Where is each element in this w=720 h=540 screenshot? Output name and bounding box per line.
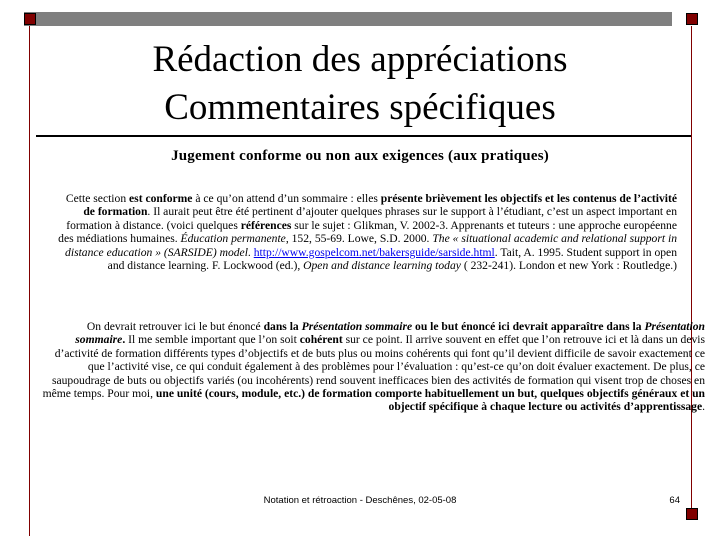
text-run: à ce qu’on attend d’un sommaire : elles xyxy=(192,192,381,205)
text-run: . Il aurait peut être été pertinent d’ajouter quelques phrases sur le support à l’étudiant, c’est un aspect important en formation à distance. (voici quelques xyxy=(66,205,677,232)
italic-run: Open and distance learning today xyxy=(303,259,461,273)
slide-footer: Notation et rétroaction - Deschênes, 02-05-08 xyxy=(263,495,457,506)
text-run: sur le sujet : Glikman, V. 2002-3. Apprenants et tuteurs : une approche européenne des médiations humaines. xyxy=(58,218,677,246)
left-vertical-rule xyxy=(29,26,30,536)
text-run: Cette section xyxy=(65,192,130,205)
bold-italic-run: Présentation sommaire xyxy=(301,320,413,333)
bold-run: cohérent xyxy=(299,333,343,347)
text-run: , 152, 55-69. Lowe, S.D. 2000. xyxy=(285,232,433,246)
bold-run: ou le but énoncé ici devrait apparaître dans la xyxy=(412,320,645,333)
page-number: 64 xyxy=(669,495,680,506)
italic-run: The « situational academic and relational support in distance education » (SARSIDE) model xyxy=(65,232,677,259)
section-heading: Jugement conforme ou non aux exigences (aux pratiques) xyxy=(171,148,549,164)
slide-title xyxy=(40,36,680,132)
bold-run: est conforme xyxy=(129,192,193,205)
bold-run: une unité (cours, module, etc.) de formation comporte habituellement un but, quelques objectifs généraux et un objectif spécifique à chaque lecture ou activités d’apprentissage xyxy=(155,387,705,414)
bold-run: références xyxy=(240,218,292,232)
right-vertical-rule xyxy=(691,26,692,508)
paragraph-goal-coherence xyxy=(40,320,705,414)
top-right-square-ornament xyxy=(686,13,698,25)
text-run: . Tait, A. 1995. Student support in open and distance learning. F. Lockwood (ed.), xyxy=(107,245,677,273)
text-run: On devrait retrouver ici le but énoncé xyxy=(86,320,264,333)
slide-title-line-1: Rédaction des appréciations xyxy=(152,39,568,80)
bold-italic-run: Présentation sommaire xyxy=(75,320,705,347)
text-run: . xyxy=(702,400,705,414)
paragraph-summary-assessment xyxy=(52,192,677,272)
top-decorative-bar xyxy=(24,12,672,26)
slide-title-line-2: Commentaires spécifiques xyxy=(164,87,556,128)
text-run: ( 232-241). London et new York : Routledge.) xyxy=(460,259,677,273)
bold-run: présente brièvement les objectifs et les contenus de l’activité de formation xyxy=(83,192,677,219)
bottom-right-square-ornament xyxy=(686,508,698,520)
bold-run: dans la xyxy=(263,320,302,333)
text-run: sur ce point. Il arrive souvent en effet que l’on retrouve ici et là dans un devis d’activité de formation différents types d’objectifs et de buts plus ou moins cohérents qui font qu’il devient difficile de savoir exactement ce que l’activité vise, ce qui conduit également à des problèmes pour l’évaluation : qu’est-ce qu’on doit évaluer exactement. De plus, ce saupoudrage de buts ou objectifs variés (ou incohérents) rend souvent inefficaces bien des activités de formation qui visent trop de choses en même temps. Pour moi, xyxy=(42,333,705,401)
bold-run: . xyxy=(122,333,126,347)
text-run: Il me semble important que l’on soit xyxy=(125,333,300,347)
italic-run: Éducation permanente xyxy=(180,232,286,246)
text-run: . xyxy=(247,245,254,259)
top-left-square-ornament xyxy=(24,13,36,25)
title-underline xyxy=(36,135,691,137)
sarside-reference-link[interactable]: http://www.gospelcom.net/bakersguide/sarside.html xyxy=(253,245,495,259)
